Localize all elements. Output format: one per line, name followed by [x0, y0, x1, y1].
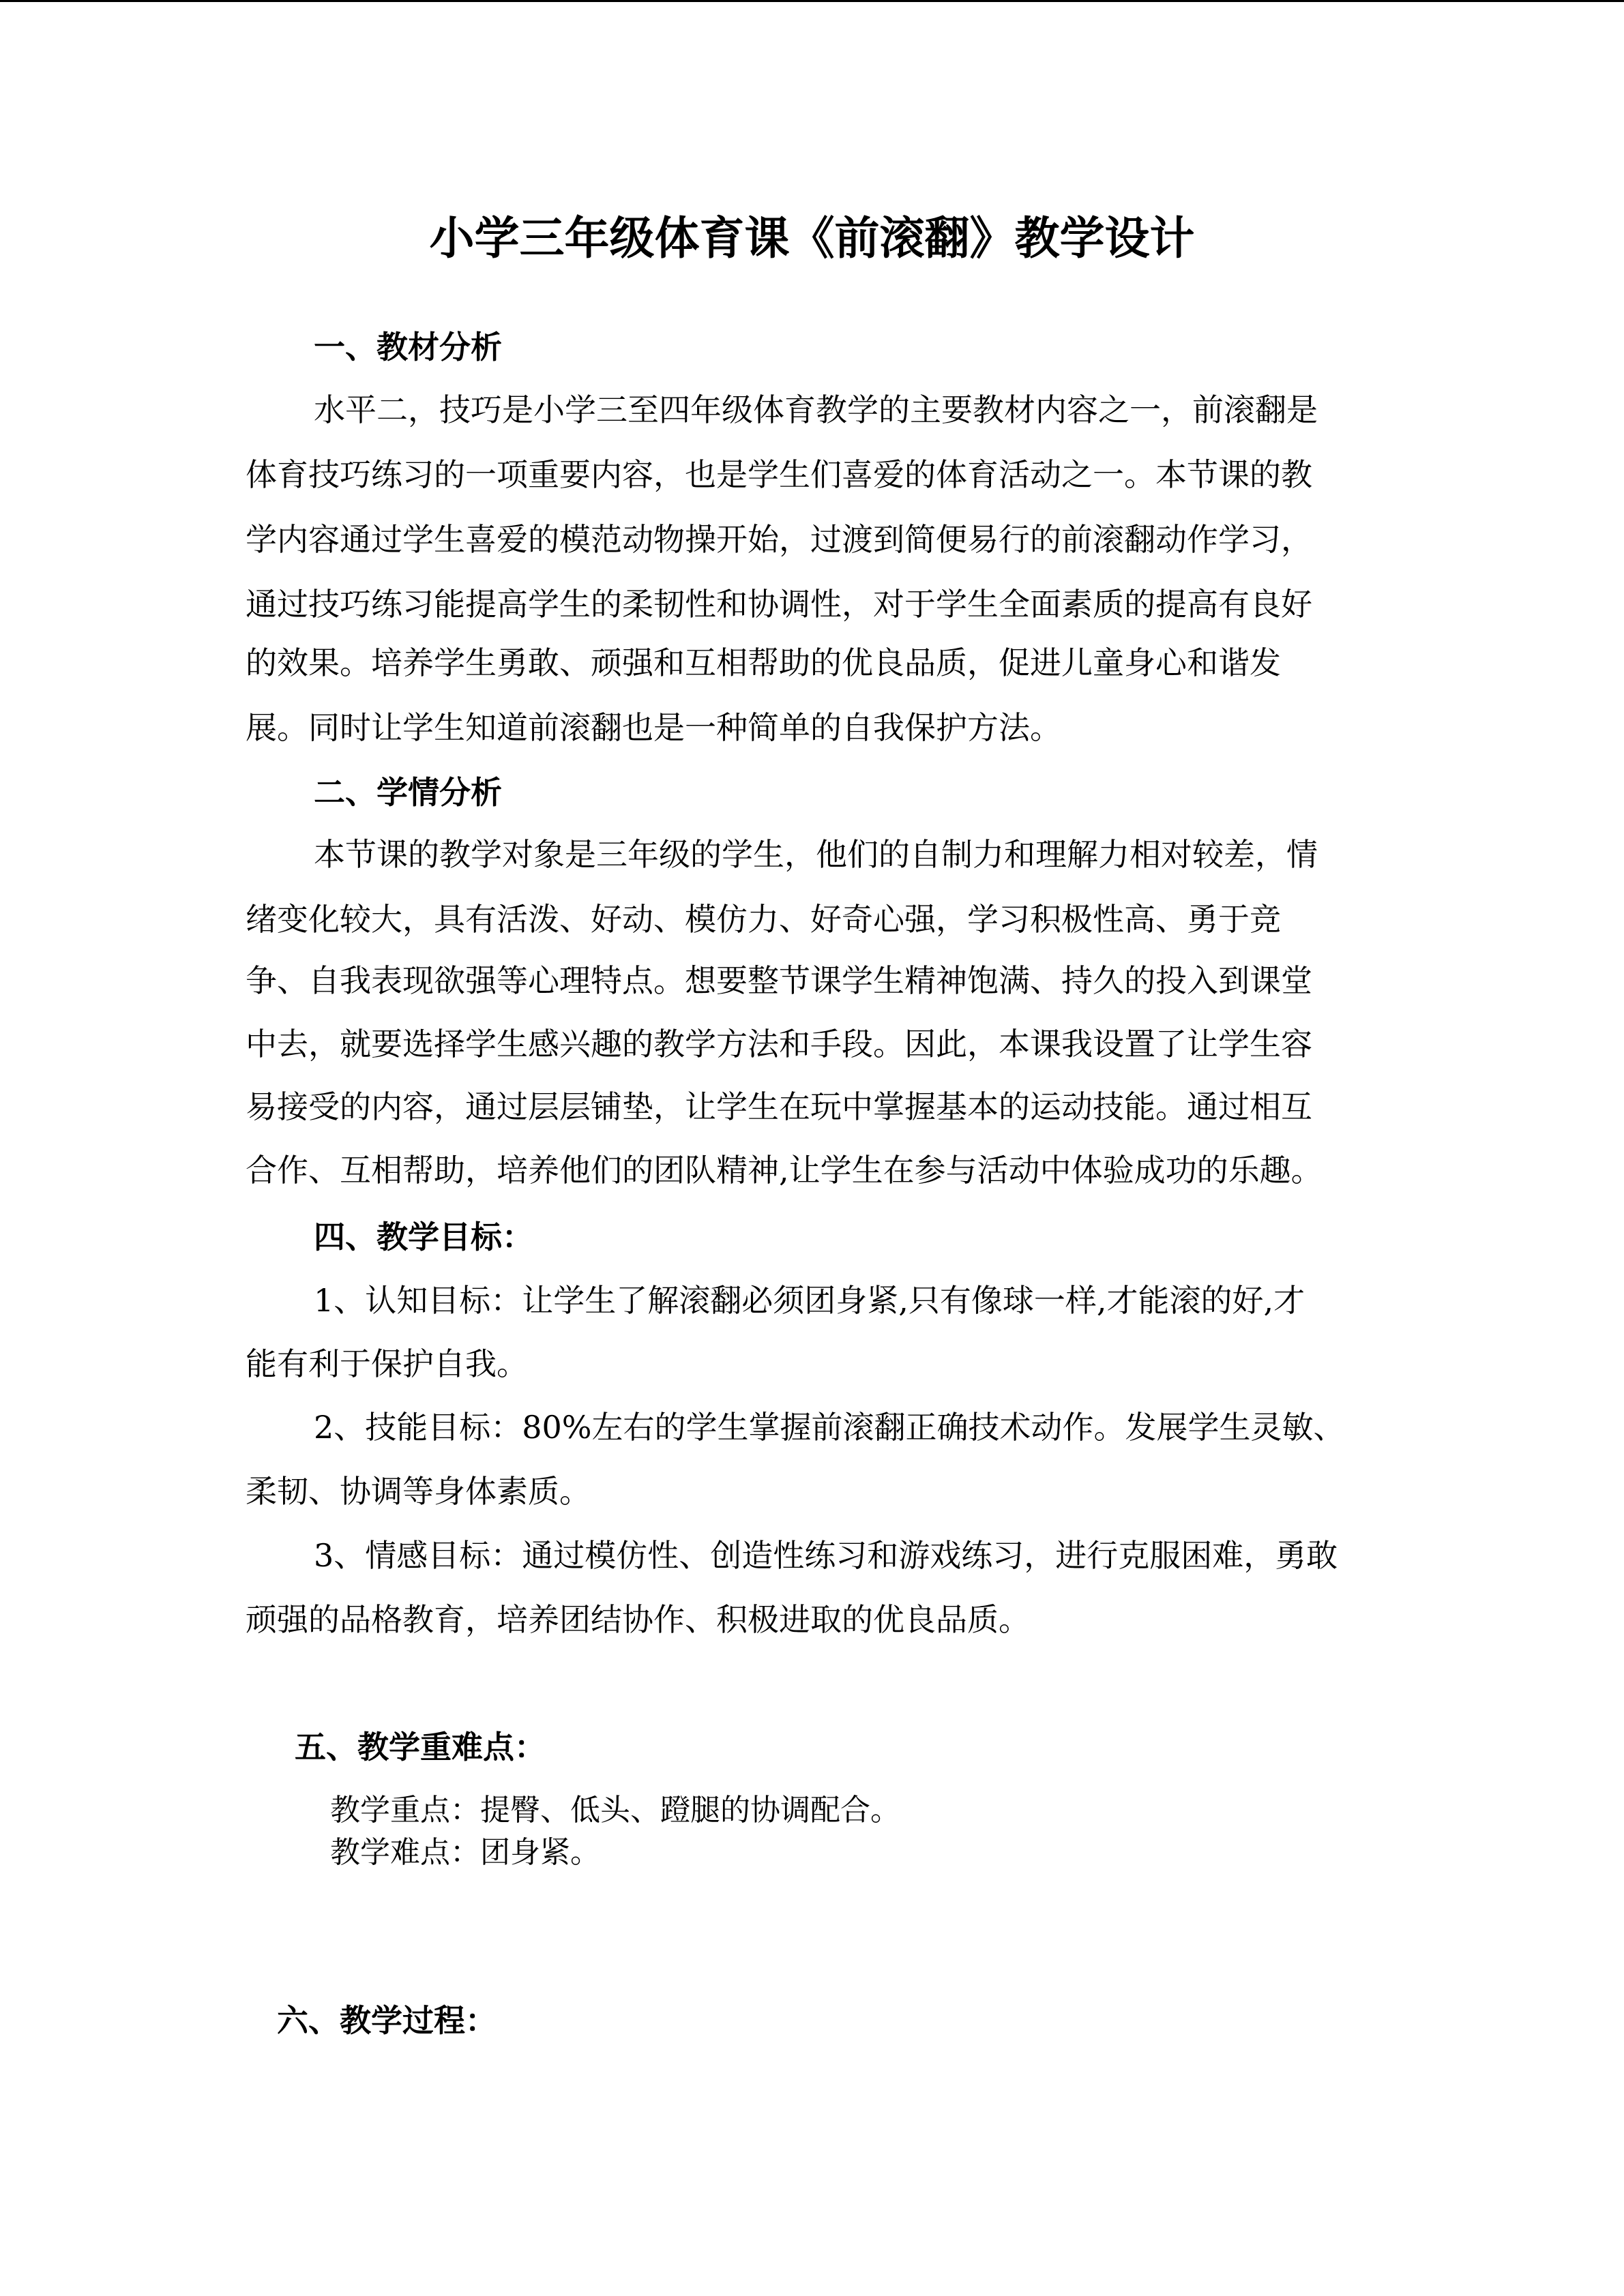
- paragraph-line: 体育技巧练习的一项重要内容，也是学生们喜爱的体育活动之一。本节课的教: [246, 456, 1312, 493]
- page-title: 小学三年级体育课《前滚翻》教学设计: [429, 212, 1195, 265]
- paragraph-line: 本节课的教学对象是三年级的学生，他们的自制力和理解力相对较差，情: [314, 836, 1318, 873]
- goal-line: 1、认知目标：让学生了解滚翻必须团身紧,只有像球一样,才能滚的好,才: [314, 1282, 1305, 1319]
- paragraph-line: 争、自我表现欲强等心理特点。想要整节课学生精神饱满、持久的投入到课堂: [246, 962, 1312, 999]
- goal-line: 能有利于保护自我。: [246, 1345, 528, 1382]
- paragraph-line: 合作、互相帮助，培养他们的团队精神,让学生在参与活动中体验成功的乐趣。: [246, 1152, 1323, 1189]
- goal-line: 柔韧、协调等身体素质。: [246, 1473, 591, 1510]
- paragraph-line: 易接受的内容，通过层层铺垫，让学生在玩中掌握基本的运动技能。通过相互: [246, 1088, 1312, 1125]
- section-heading-teaching-goals: 四、教学目标：: [314, 1219, 533, 1255]
- goal-line: 顽强的品格教育，培养团结协作、积极进取的优良品质。: [246, 1601, 1030, 1638]
- paragraph-line: 绪变化较大，具有活泼、好动、模仿力、好奇心强，学习积极性高、勇于竞: [246, 901, 1281, 938]
- paragraph-line: 水平二，技巧是小学三至四年级体育教学的主要教材内容之一，前滚翻是: [314, 391, 1318, 428]
- page-top-border: [0, 0, 1624, 2]
- section-heading-textbook-analysis: 一、教材分析: [314, 329, 502, 366]
- paragraph-line: 的效果。培养学生勇敢、顽强和互相帮助的优良品质，促进儿童身心和谐发: [246, 644, 1281, 681]
- paragraph-line: 学内容通过学生喜爱的模范动物操开始，过渡到简便易行的前滚翻动作学习，: [246, 521, 1312, 558]
- section-heading-student-analysis: 二、学情分析: [314, 774, 502, 811]
- goal-line: 3、情感目标：通过模仿性、创造性练习和游戏练习，进行克服困难，勇敢: [314, 1537, 1338, 1574]
- paragraph-line: 中去，就要选择学生感兴趣的教学方法和手段。因此，本课我设置了让学生容: [246, 1026, 1312, 1062]
- key-point-line: 教学重点：提臀、低头、蹬腿的协调配合。: [330, 1793, 900, 1828]
- paragraph-line: 展。同时让学生知道前滚翻也是一种简单的自我保护方法。: [246, 709, 1061, 746]
- goal-line: 2、技能目标：80%左右的学生掌握前滚翻正确技术动作。发展学生灵敏、: [314, 1409, 1345, 1446]
- section-heading-teaching-process: 六、教学过程：: [277, 2002, 497, 2039]
- paragraph-line: 通过技巧练习能提高学生的柔韧性和协调性，对于学生全面素质的提高有良好: [246, 586, 1312, 623]
- difficult-point-line: 教学难点：团身紧。: [330, 1835, 600, 1870]
- section-heading-key-difficult-points: 五、教学重难点：: [295, 1729, 546, 1765]
